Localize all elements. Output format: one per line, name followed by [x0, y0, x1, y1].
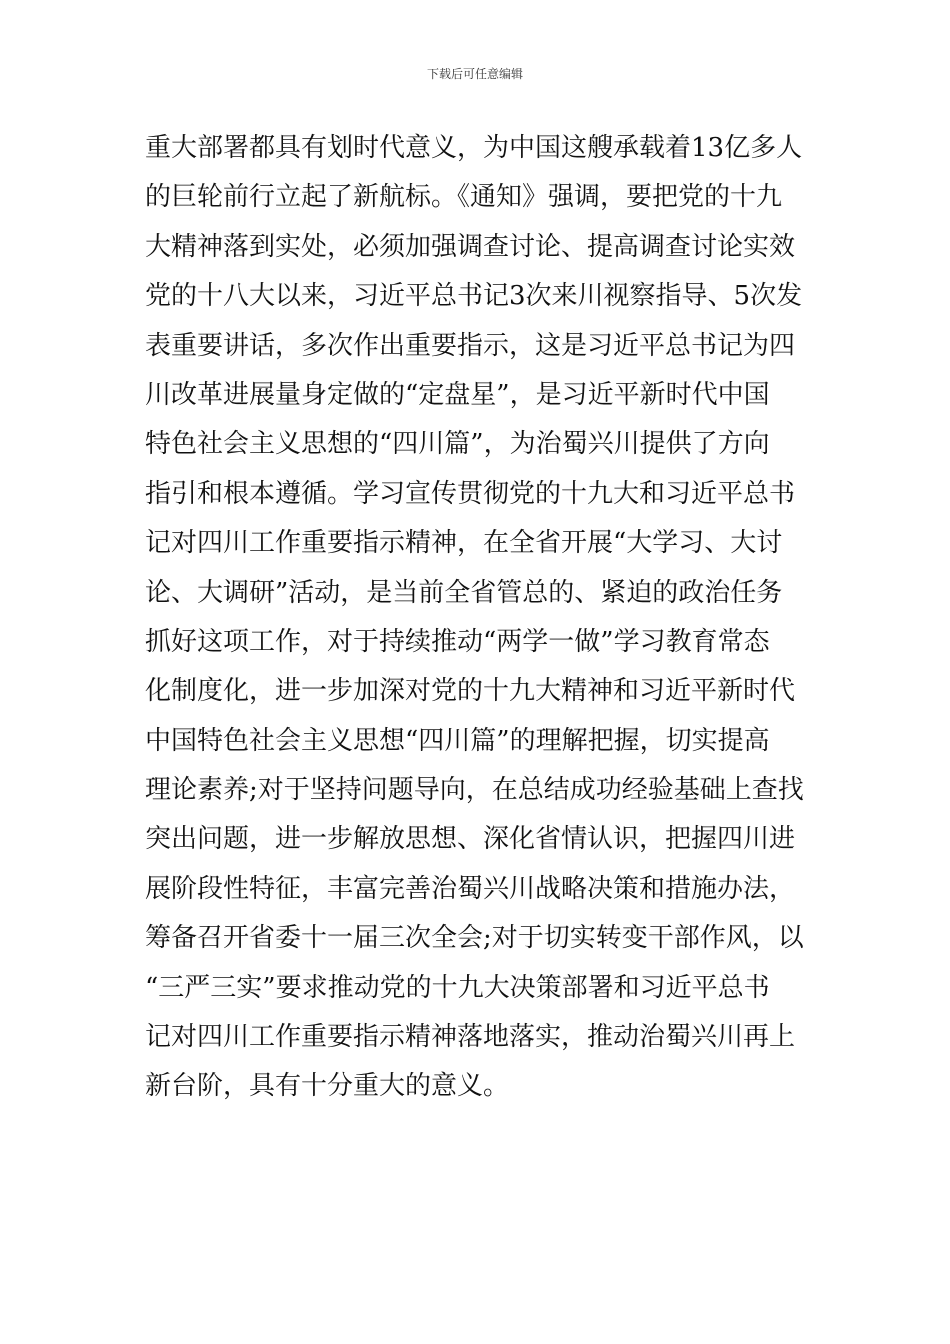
- body-paragraph: [145, 124, 815, 1112]
- text-line-14: 理论素养;对于坚持问题导向，在总结成功经验基础上查找: [145, 775, 804, 806]
- text-line-20: 新台阶，具有十分重大的意义。: [145, 1071, 510, 1102]
- page-header: 下载后可任意编辑: [426, 67, 523, 81]
- text-line-8: 指引和根本遵循。学习宣传贯彻党的十九大和习近平总书: [145, 478, 796, 509]
- text-line-11: 抓好这项工作，对于持续推动“两学一做”学习教育常态: [145, 626, 770, 657]
- text-line-13: 中国特色社会主义思想“四川篇”的理解把握，切实提高: [145, 725, 770, 756]
- text-line-5: 表重要讲话，多次作出重要指示，这是习近平总书记为四: [145, 330, 796, 361]
- text-line-7: 特色社会主义思想的“四川篇”，为治蜀兴川提供了方向: [145, 429, 770, 460]
- text-line-18: “三严三实”要求推动党的十九大决策部署和习近平总书: [145, 972, 770, 1003]
- text-line-3: 大精神落到实处，必须加强调查讨论、提高调查讨论实效: [145, 231, 796, 262]
- text-line-15: 突出问题，进一步解放思想、深化省情认识，把握四川进: [145, 824, 796, 855]
- text-line-17: 筹备召开省委十一届三次全会;对于切实转变干部作风，以: [145, 923, 804, 954]
- text-line-4: 党的十八大以来，习近平总书记3次来川视察指导、5次发: [145, 281, 803, 312]
- text-line-6: 川改革进展量身定做的“定盘星”，是习近平新时代中国: [145, 379, 770, 410]
- text-line-1: 重大部署都具有划时代意义，为中国这艘承载着13亿多人: [145, 133, 803, 163]
- text-line-10: 论、大调研”活动，是当前全省管总的、紧迫的政治任务: [145, 577, 783, 608]
- text-line-9: 记对四川工作重要指示精神，在全省开展“大学习、大讨: [145, 528, 783, 559]
- text-line-19: 记对四川工作重要指示精神落地落实，推动治蜀兴川再上: [145, 1022, 796, 1053]
- text-line-2: 的巨轮前行立起了新航标。《通知》强调，要把党的十九: [145, 182, 783, 213]
- text-line-16: 展阶段性特征，丰富完善治蜀兴川战略决策和措施办法，: [145, 873, 796, 904]
- text-line-12: 化制度化，进一步加深对党的十九大精神和习近平新时代: [145, 676, 796, 707]
